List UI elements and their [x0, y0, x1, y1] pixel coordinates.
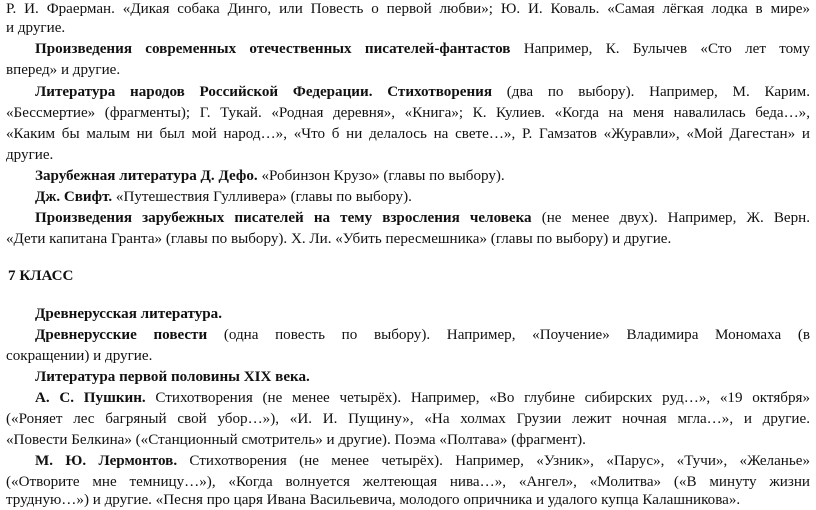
section-heading-line: Дж. Свифт. «Путешествия Гулливера» (главы по выбору). [35, 189, 412, 205]
section-heading-line: Древнерусские повести (одна повесть по выбору). Например, «Поучение» Владимира Мономаха (в [35, 327, 810, 343]
section-heading-line: Произведения современных отечественных писателей-фантастов Например, К. Булычев «Сто лет тому [35, 41, 810, 57]
text-line: трудную…») и другие. «Песня про царя Ивана Васильевича, молодого опричника и удалого купца Калашникова». [6, 492, 741, 508]
text-line: «Бессмертие» (фрагменты); Г. Тукай. «Родная деревня», «Книга»; К. Кулиев. «Когда на меня навалилась беда…», [6, 105, 810, 121]
section-heading-line: М. Ю. Лермонтов. Стихотворения (не менее четырёх). Например, «Узник», «Парус», «Тучи», «Желанье» [35, 453, 810, 469]
grade-heading: 7 КЛАСС [8, 268, 74, 284]
text-line: «Повести Белкина» («Станционный смотритель» и другие). Поэма «Полтава» (фрагмент). [6, 432, 586, 448]
text-line: («Роняет лес багряный свой убор…»), «И. И. Пущину», «На холмах Грузии лежит ночная мгла…», и другие. [6, 411, 810, 427]
section-heading-line: Произведения зарубежных писателей на тему взросления человека (не менее двух). Например, Ж. Верн. [35, 210, 810, 226]
text-line: и другие. [6, 20, 66, 36]
section-heading-line: Зарубежная литература Д. Дефо. «Робинзон Крузо» (главы по выбору). [35, 168, 505, 184]
section-heading-line: А. С. Пушкин. Стихотворения (не менее четырёх). Например, «Во глубине сибирских руд…», «19 октября» [35, 390, 810, 406]
text-line: «Каким бы малым ни был мой народ…», «Что б ни делалось на свете…», Р. Гамзатов «Журавли», «Мой Дагестан» и [6, 126, 810, 142]
section-heading-line: Литература первой половины XIX века. [35, 369, 310, 385]
text-line: Р. И. Фраерман. «Дикая собака Динго, или Повесть о первой любви»; Ю. И. Коваль. «Самая лёгкая лодка в мире» [6, 1, 810, 17]
section-heading-line: Древнерусская литература. [35, 306, 222, 322]
text-line: («Отворите мне темницу…»), «Когда волнуется желтеющая нива…», «Ангел», «Молитва» («В минуту жизни [6, 474, 810, 490]
text-line: вперед» и другие. [6, 62, 121, 78]
text-line: «Дети капитана Гранта» (главы по выбору). Х. Ли. «Убить пересмешника» (главы по выбору) и другие. [6, 231, 672, 247]
text-line: сокращении) и другие. [6, 348, 153, 364]
text-line: другие. [6, 147, 54, 163]
section-heading-line: Литература народов Российской Федерации. Стихотворения (два по выбору). Например, М. Карим. [35, 84, 810, 100]
